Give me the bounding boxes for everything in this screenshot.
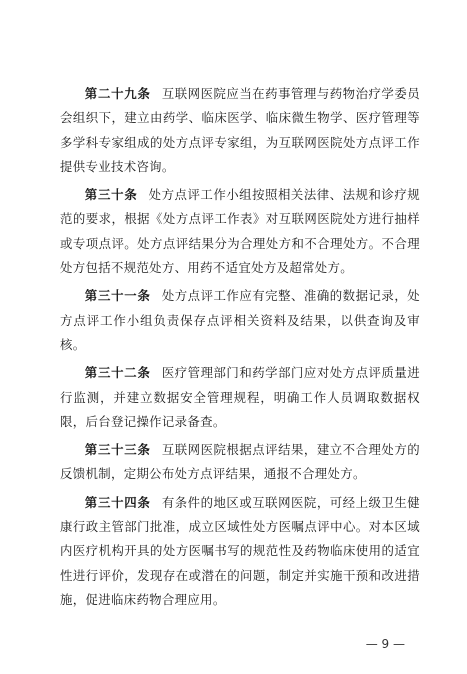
article-number: 第三十一条 — [84, 288, 151, 304]
article-text: 有条件的地区或互联网医院，可经上级卫生健康行政主管部门批准，成立区域性处方医嘱点评中心。对本区域内医疗机构开具的处方医嘱书写的规范性及药物临床使用的适宜性进行评价，发现存在或潜在的问题，制定并实施干预和改进措施，促进临床药物合理应用。 — [60, 494, 421, 607]
article-34 — [60, 491, 420, 612]
article-text: 处方点评工作小组按照相关法律、法规和诊疗规范的要求，根据《处方点评工作表》对互联网医院处方进行抽样或专项点评。处方点评结果分为合理处方和不合理处方。不合理处方包括不规范处方、用药不适宜处方及超常处方。 — [60, 187, 420, 276]
article-32 — [60, 361, 420, 434]
article-30 — [60, 183, 420, 280]
article-text: 互联网医院根据点评结果，建立不合理处方的反馈机制，定期公布处方点评结果，通报不合理处方。 — [60, 442, 421, 482]
article-text: 处方点评工作应有完整、准确的数据记录，处方点评工作小组负责保存点评相关资料及结果，以供查询及审核。 — [60, 288, 421, 352]
article-text: 互联网医院应当在药事管理与药物治疗学委员会组织下，建立由药学、临床医学、临床微生物学、医疗管理等多学科专家组成的处方点评专家组，为互联网医院处方点评工作提供专业技术咨询。 — [60, 86, 421, 174]
article-number: 第三十三条 — [84, 442, 151, 458]
document-body — [60, 82, 420, 616]
page-number: — 9 — — [365, 637, 405, 651]
article-number: 第三十条 — [84, 187, 138, 203]
article-text: 医疗管理部门和药学部门应对处方点评质量进行监测，并建立数据安全管理规程，明确工作人员调取数据权限，后台登记操作记录备查。 — [60, 365, 421, 429]
article-29 — [60, 82, 420, 179]
article-number: 第三十四条 — [84, 494, 151, 510]
article-31 — [60, 284, 420, 357]
article-number: 第三十二条 — [84, 365, 151, 381]
article-number: 第二十九条 — [84, 86, 151, 101]
article-33 — [60, 438, 420, 487]
